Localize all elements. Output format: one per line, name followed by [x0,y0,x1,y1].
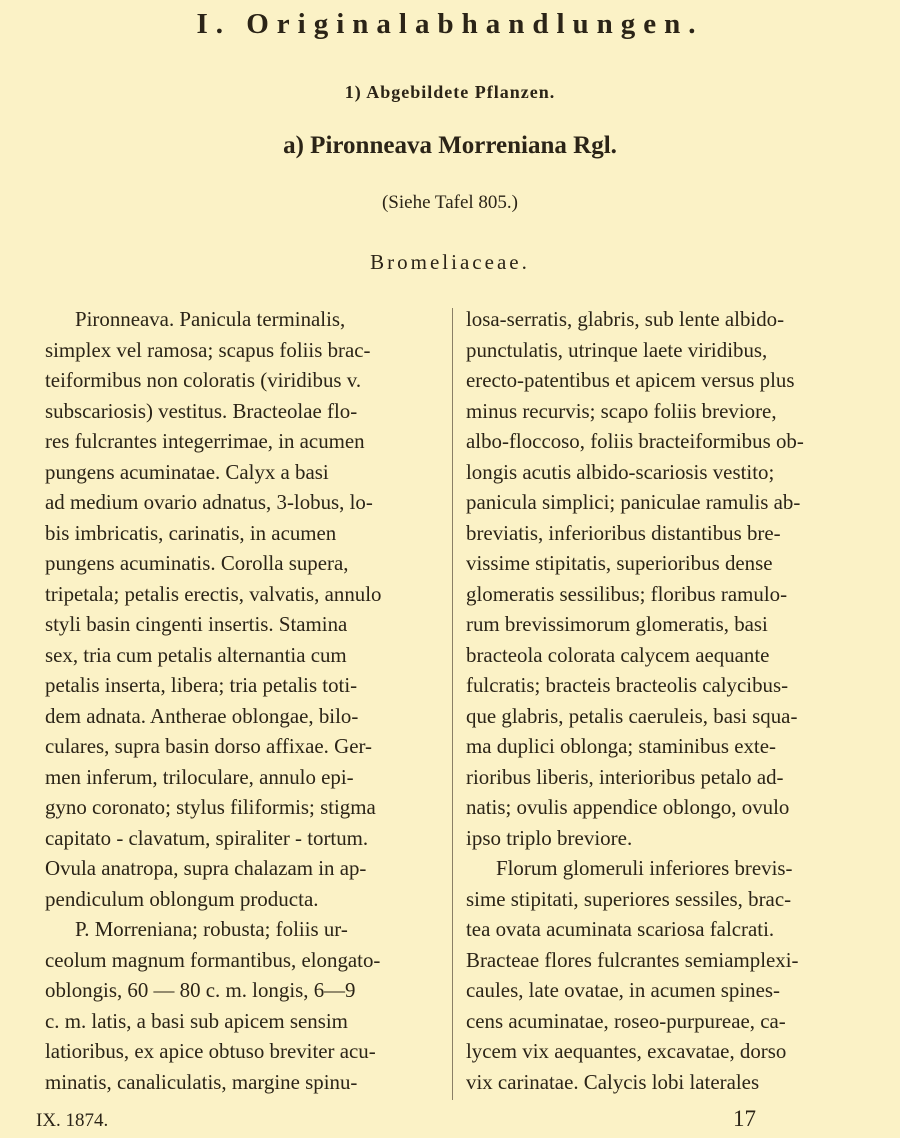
text-line [466,609,888,640]
text-line-content: glomeratis sessilibus; floribus ramulo- [466,581,788,606]
text-line-content: ma duplici oblonga; staminibus exte- [466,734,776,758]
text-line-content: capitato - clavatum, spiraliter - tortum. [45,825,369,850]
section-heading: I. Originalabhandlungen. [196,8,704,40]
text-line-content: Florum glomeruli inferiores brevis- [496,856,793,880]
text-line [45,518,440,549]
text-line [466,1067,888,1098]
text-line [45,670,440,701]
family-name: Bromeliaceae. [370,250,530,274]
text-line [45,579,440,610]
text-line-content: que glabris, petalis caeruleis, basi squa- [466,703,798,728]
text-line [466,731,888,762]
text-line [466,518,888,549]
column-divider [452,308,453,1100]
text-line [466,579,888,610]
text-line [45,975,440,1006]
text-line-content: ceolum magnum formantibus, elongato- [45,947,381,972]
text-line [45,701,440,732]
text-line-content: ipso triplo breviore. [466,825,633,850]
text-line-content: oblongis, 60 — 80 c. m. longis, 6—9 [45,978,356,1002]
text-line [45,457,440,488]
text-line [45,945,440,976]
text-line [45,304,440,335]
text-line [45,1036,440,1067]
plate-reference: (Siehe Tafel 805.) [381,192,519,213]
text-line [466,945,888,976]
text-line [45,762,440,793]
text-line [45,914,440,945]
text-line [466,457,888,488]
text-line [45,396,440,427]
text-line-content: gyno coronato; stylus filiformis; stigma [45,795,376,819]
text-line [466,823,888,854]
text-line-content: petalis inserta, libera; tria petalis toti- [45,673,358,697]
text-line [466,304,888,335]
text-line [466,365,888,396]
page-number: 17 [733,1106,756,1131]
text-line [466,548,888,579]
text-line-content: rioribus liberis, interioribus petalo ad- [466,764,784,789]
text-line-content: sex, tria cum petalis alternantia cum [45,642,347,667]
text-line-content: albo-floccoso, foliis bracteiformibus ob- [466,429,804,453]
text-line [466,884,888,915]
text-line [466,1006,888,1037]
text-line-content: Pironneava. Panicula terminalis, [75,307,346,331]
text-line-content: Ovula anatropa, supra chalazam in ap- [45,856,367,880]
text-line-content: res fulcrantes integerrimae, in acumen [45,429,365,453]
text-line-content: subscariosis) vestitus. Bracteolae flo- [45,398,358,423]
text-line-content: styli basin cingenti insertis. Stamina [45,612,348,636]
text-line-content: latioribus, ex apice obtuso breviter acu- [45,1039,376,1063]
text-line [466,396,888,427]
text-line [466,487,888,518]
text-line-content: caules, late ovatae, in acumen spines- [466,978,780,1002]
text-line [45,335,440,366]
text-line-content: pendiculum oblongum producta. [45,886,319,911]
text-line-content: pungens acuminatis. Corolla supera, [45,551,349,575]
text-line [466,762,888,793]
text-line [45,426,440,457]
text-line-content: ad medium ovario adnatus, 3-lobus, lo- [45,490,373,514]
right-column [466,304,888,1097]
text-line-content: vissime stipitatis, superioribus dense [466,551,773,575]
text-line-content: rum brevissimorum glomeratis, basi [466,612,768,636]
text-line-content: lycem vix aequantes, excavatae, dorso [466,1039,787,1063]
text-line-content: sime stipitati, superiores sessiles, brac- [466,886,792,911]
text-line [45,884,440,915]
text-line [45,792,440,823]
text-line [466,853,888,884]
text-line [466,670,888,701]
text-line [45,487,440,518]
text-line [466,701,888,732]
text-line-content: fulcratis; bracteis bracteolis calycibus- [466,673,789,697]
text-line [466,335,888,366]
text-line-content: culares, supra basin dorso affixae. Ger- [45,734,372,758]
text-line-content: pungens acuminatae. Calyx a basi [45,459,329,484]
article-title: a) Pironneava Morreniana Rgl. [283,132,617,159]
text-line-content: breviatis, inferioribus distantibus bre- [466,520,781,545]
text-line-content: losa-serratis, glabris, sub lente albido- [466,307,785,331]
subsection-heading: 1) Abgebildete Pflanzen. [344,82,556,102]
text-line-content: bis imbricatis, carinatis, in acumen [45,520,337,545]
text-line-content: dem adnata. Antherae oblongae, bilo- [45,703,359,728]
text-line [466,792,888,823]
text-line-content: men inferum, triloculare, annulo epi- [45,764,354,789]
text-line [466,426,888,457]
text-line [45,823,440,854]
text-line [45,609,440,640]
text-line [45,548,440,579]
text-line-content: simplex vel ramosa; scapus foliis brac- [45,337,371,362]
text-line-content: P. Morreniana; robusta; foliis ur- [75,917,348,941]
volume-date: IX. 1874. [36,1110,109,1131]
text-line [466,975,888,1006]
text-line-content: tripetala; petalis erectis, valvatis, annulo [45,581,382,606]
text-line-content: Bracteae flores fulcrantes semiamplexi- [466,947,799,972]
left-column [45,304,440,1097]
text-line-content: c. m. latis, a basi sub apicem sensim [45,1008,348,1033]
text-line [45,640,440,671]
text-line-content: vix carinatae. Calycis lobi laterales [466,1069,760,1094]
text-line-content: natis; ovulis appendice oblongo, ovulo [466,795,790,819]
text-line [45,1067,440,1098]
text-line [466,1036,888,1067]
text-line [45,365,440,396]
text-line [45,853,440,884]
text-line-content: minus recurvis; scapo foliis breviore, [466,398,777,423]
text-line-content: tea ovata acuminata scariosa falcrati. [466,917,775,941]
text-line-content: panicula simplici; paniculae ramulis ab- [466,490,801,514]
text-line [45,731,440,762]
text-line-content: minatis, canaliculatis, margine spinu- [45,1069,358,1094]
text-line-content: teiformibus non coloratis (viridibus v. [45,368,362,392]
text-line-content: bracteola colorata calycem aequante [466,642,770,667]
text-line-content: cens acuminatae, roseo-purpureae, ca- [466,1008,786,1033]
text-line [466,640,888,671]
text-line [45,1006,440,1037]
text-line-content: punctulatis, utrinque laete viridibus, [466,337,768,362]
text-line-content: erecto-patentibus et apicem versus plus [466,368,795,392]
text-line [466,914,888,945]
text-line-content: longis acutis albido-scariosis vestito; [466,459,775,484]
